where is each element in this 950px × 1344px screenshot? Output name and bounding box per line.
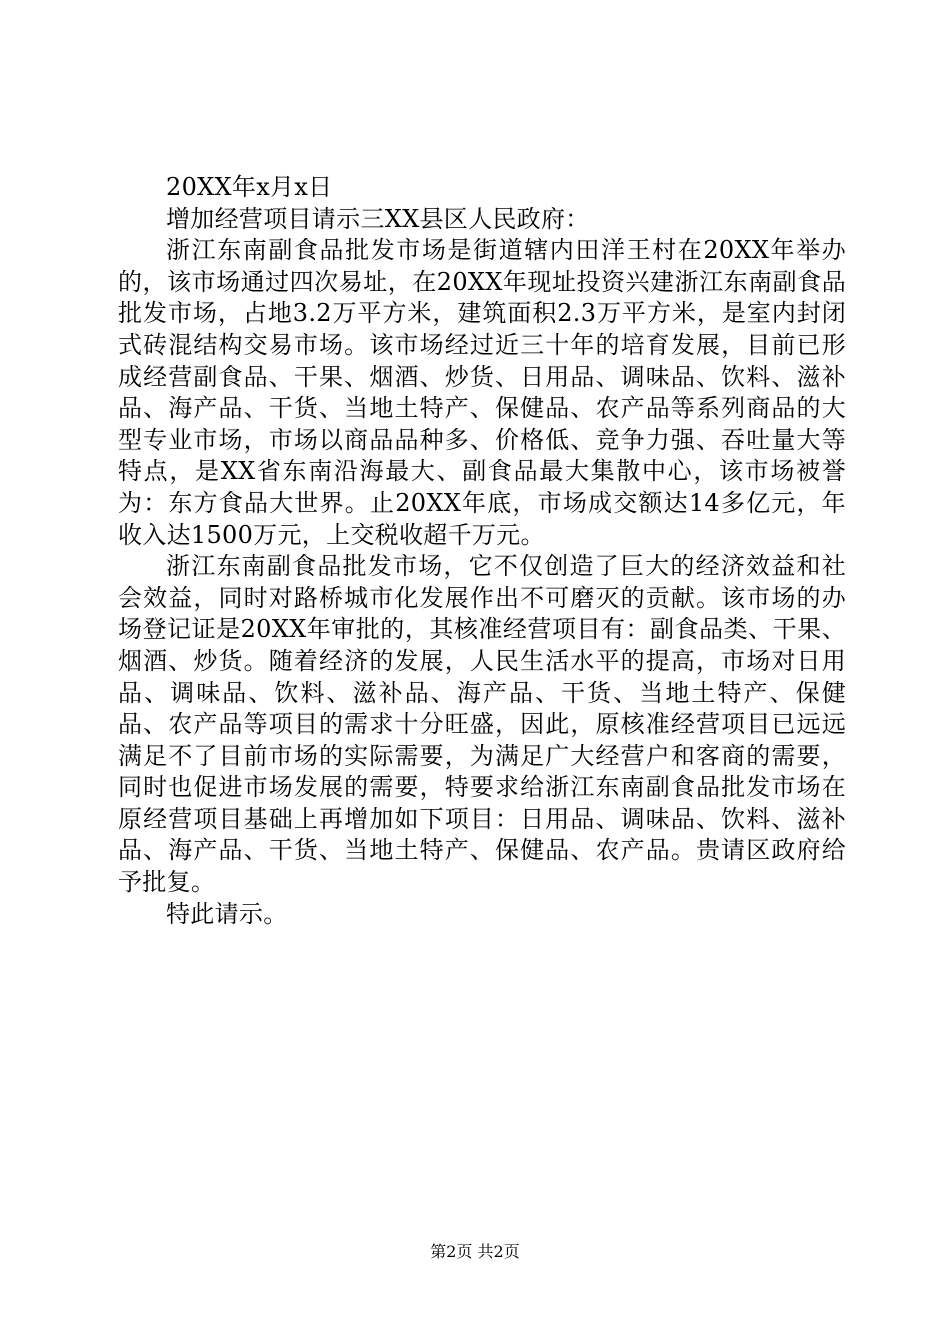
paragraph-2: 浙江东南副食品批发市场，它不仅创造了巨大的经济效益和社会效益，同时对路桥城市化发展作出不可磨灭的贡献。该市场的办场登记证是20XX年审批的，其核准经营项目有：副食品类、干果、烟酒、炒货。随着经济的发展，人民生活水平的提高，市场对日用品、调味品、饮料、滋补品、海产品、干货、当地土特产、保健品、农产品等项目的需求十分旺盛，因此，原核准经营项目已远远满足不了目前市场的实际需要，为满足广大经营户和客商的需要，同时也促进市场发展的需要，特要求给浙江东南副食品批发市场在原经营项目基础上再增加如下项目：日用品、调味品、饮料、滋补品、海产品、干货、当地土特产、保健品、农产品。贵请区政府给予批复。 xyxy=(118,552,846,897)
closing-line: 特此请示。 xyxy=(166,899,288,928)
paragraph-1: 浙江东南副食品批发市场是街道辖内田洋王村在20XX年举办的，该市场通过四次易址，在20XX年现址投资兴建浙江东南副食品批发市场，占地3.2万平方米，建筑面积2.3万平方米，是室内封闭式砖混结构交易市场。该市场经过近三十年的培育发展，目前已形成经营副食品、干果、烟酒、炒货、日用品、调味品、饮料、滋补品、海产品、干货、当地土特产、保健品、农产品等系列商品的大型专业市场，市场以商品品种多、价格低、竞争力强、吞吐量大等特点，是XX省东南沿海最大、副食品最大集散中心，该市场被誉为：东方食品大世界。止20XX年底，市场成交额达14多亿元，年收入达1500万元，上交税收超千万元。 xyxy=(118,236,846,549)
page-number-footer: 第2页 共2页 xyxy=(430,1242,520,1261)
document-body xyxy=(118,172,846,930)
date-line: 20XX年x月x日 xyxy=(166,173,333,201)
title-line: 增加经营项目请示三XX县区人民政府： xyxy=(166,204,590,233)
